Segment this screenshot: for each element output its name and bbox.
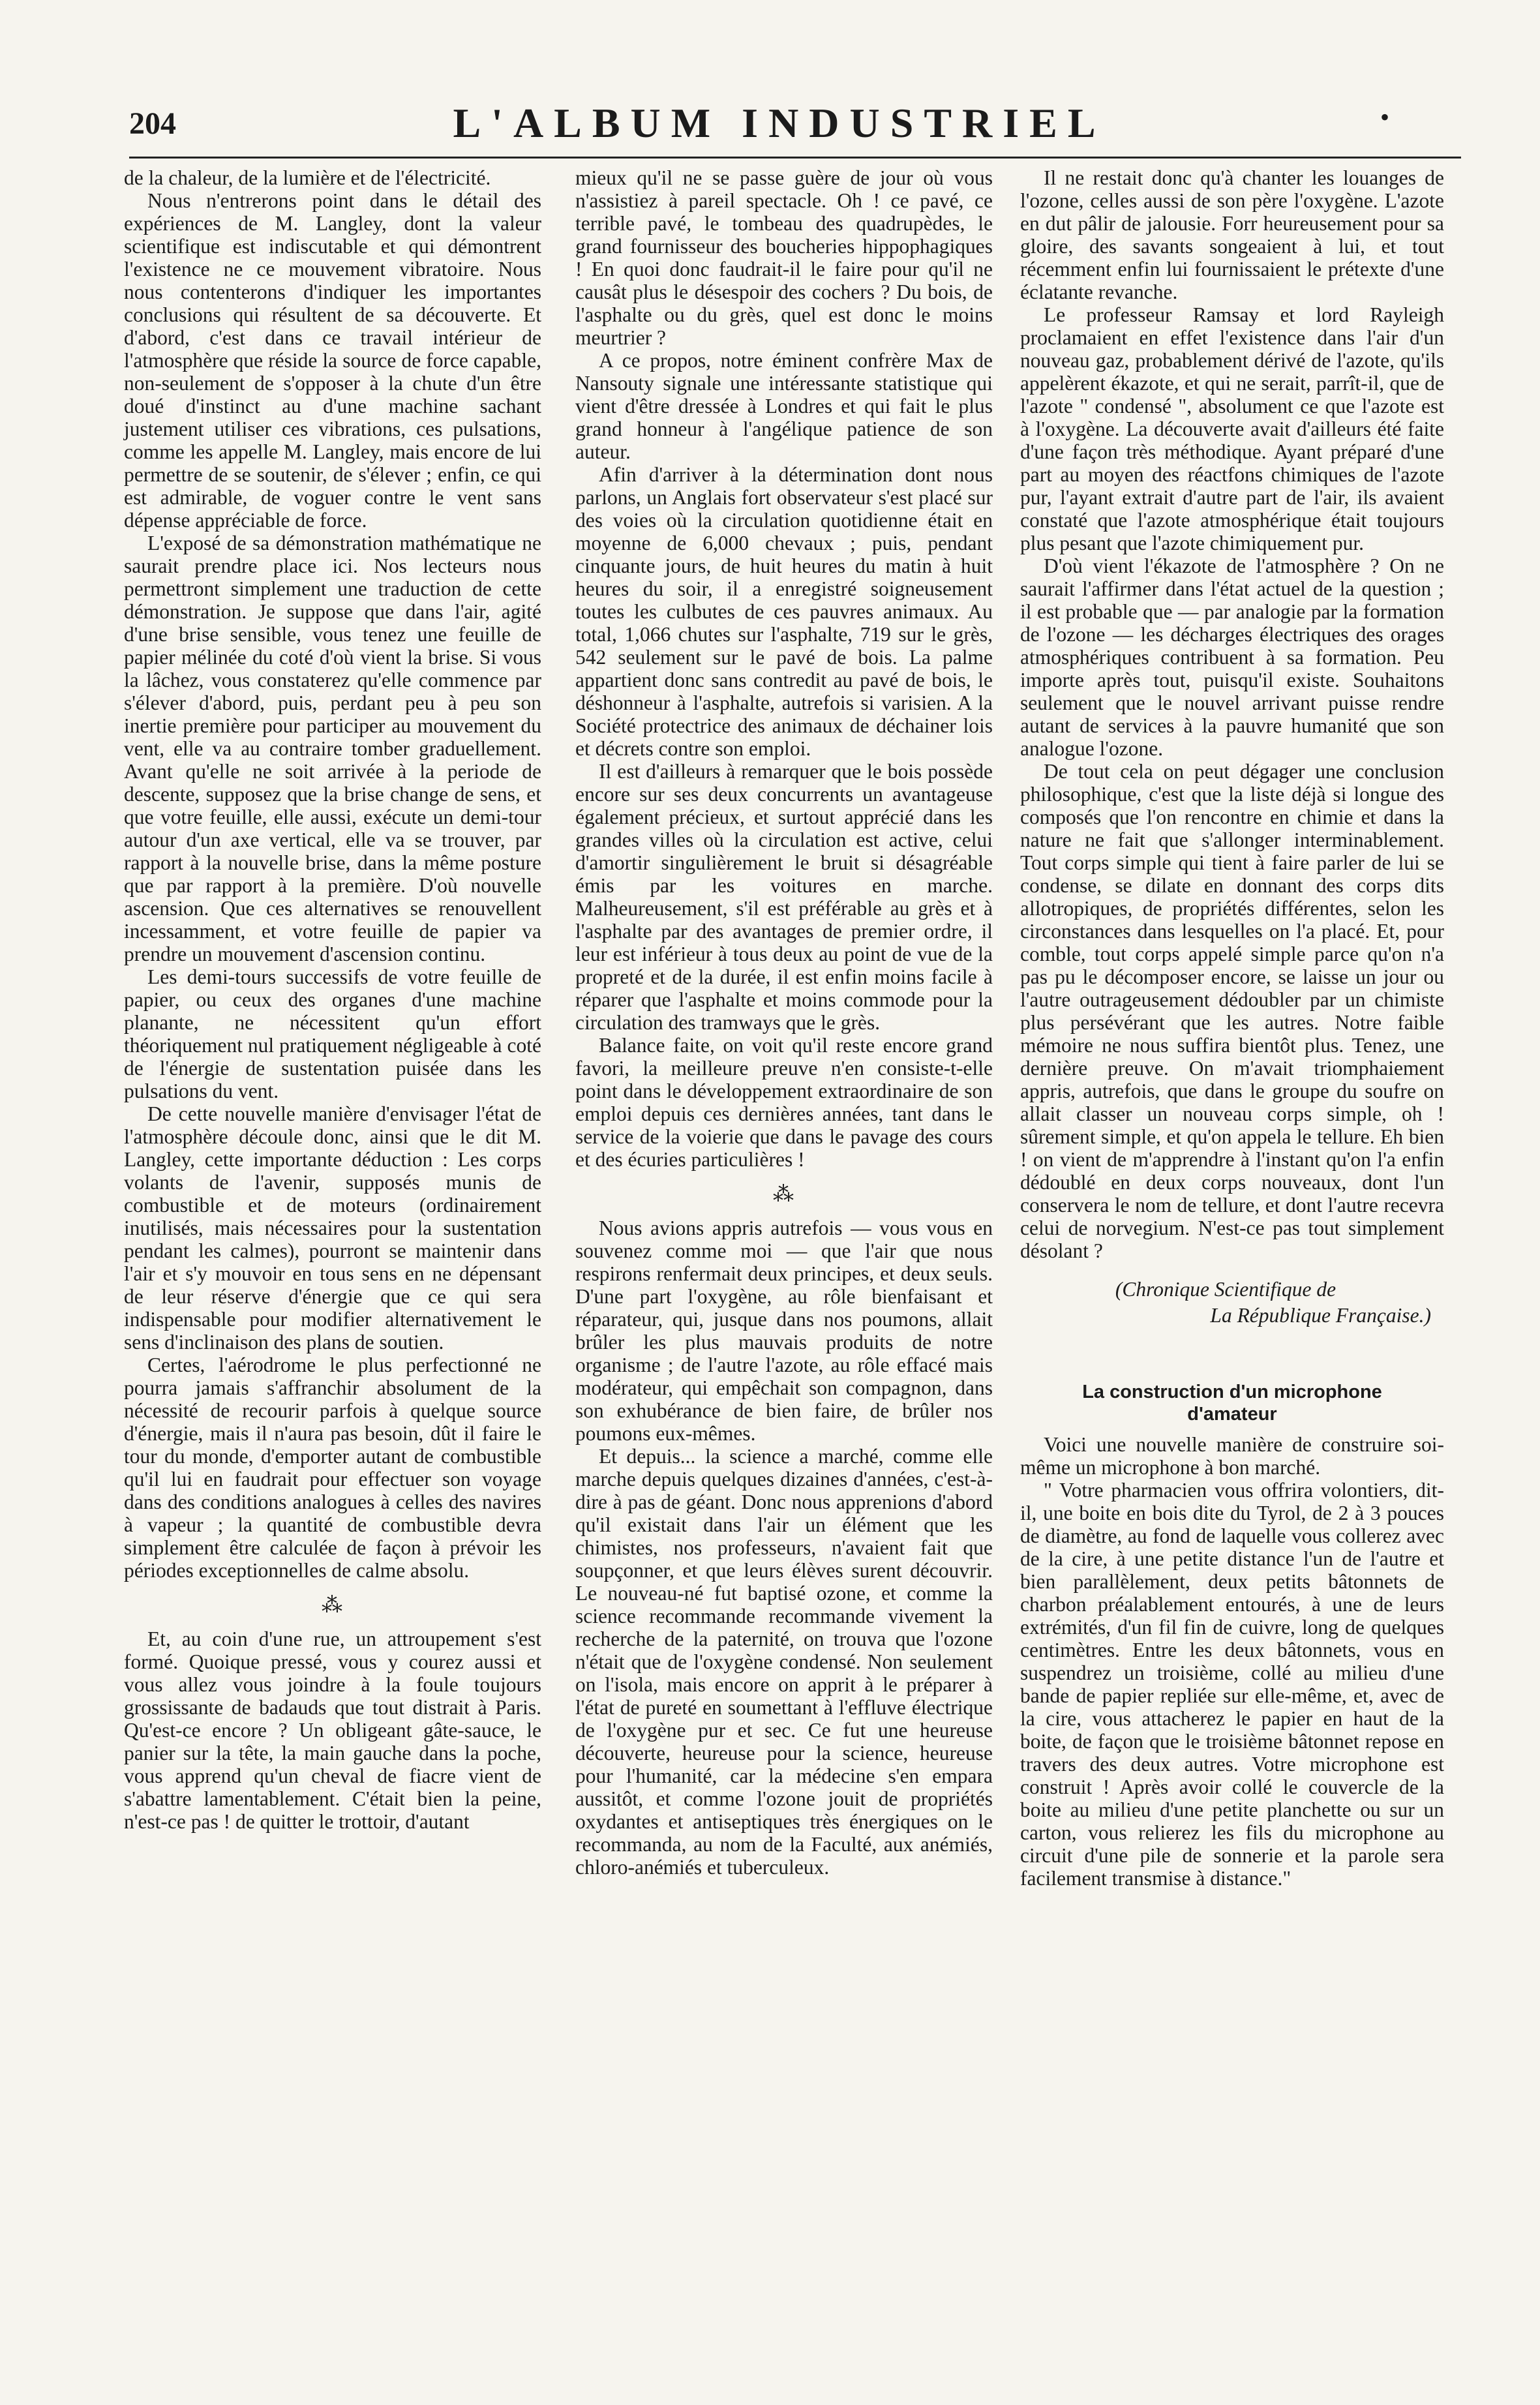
paragraph: Le professeur Ramsay et lord Rayleigh proclamaient en effet l'existence dans l'air d'un nouveau gaz, probablement dérivé de l'azote, qu'ils appelèrent ékazote, et qui ne serait, parrît-il, que de l'azote " condensé ", absolument ce que l'azote est à l'oxygène. La découverte avait d'ailleurs été faite d'une façon très méthodique. Ayant préparé d'une part au moyen des réactfons chimiques de l'azote pur, l'ayant extrait d'autre part de l'air, ils avaient constaté que l'azote atmosphérique était toujours plus pesant que l'azote chimiquement pur. [1020, 303, 1444, 554]
column-2 [575, 166, 993, 1879]
source-attribution [1020, 1277, 1431, 1329]
paragraph: Et depuis... la science a marché, comme elle marche depuis quelques dizaines d'années, c'est-à-dire à pas de géant. Donc nous apprenions d'abord qu'il existait dans l'air un élément que les chimistes, nos professeurs, n'avaient fait que soupçonner, et que leurs élèves surent découvrir. Le nouveau-né fut baptisé ozone, et comme la science recommande recommande vivement la recherche de la paternité, on trouva que l'ozone n'était que de l'oxygène condensé. Non seulement on l'isola, mais encore on apprit à le préparer à l'état de pureté en soumettant à l'effluve électrique de l'oxygène pur et sec. Ce fut une heureuse découverte, heureuse pour la science, heureuse pour l'humanité, car la médecine s'en empara aussitôt, et comme l'ozone jouit de propriétés oxydantes et antiseptiques très énergiques on le recommanda, au nom de la Faculté, aux anémiés, chloro-anémiés et tuberculeux. [575, 1445, 993, 1879]
paragraph: Afin d'arriver à la détermination dont nous parlons, un Anglais fort observateur s'est placé sur des voies où la circulation quotidienne était en moyenne de 6,000 chevaux ; puis, pendant cinquante jours, de huit heures du matin à huit heures du soir, il a enregistré soigneusement toutes les culbutes de ces pauvres animaux. Au total, 1,066 chutes sur l'asphalte, 719 sur le grès, 542 seulement sur le pavé de bois. La palme appartient donc sans contredit au pavé de bois, le déshonneur à l'asphalte, autrefois si varisien. A la Société protectrice des animaux de déchainer lois et décrets contre son emploi. [575, 463, 993, 760]
column-3 [1020, 166, 1444, 1890]
column-1 [124, 166, 541, 1833]
paragraph: De tout cela on peut dégager une conclusion philosophique, c'est que la liste déjà si longue des composés que l'on rencontre en chimie et dans la nature ne fait que s'allonger interminablement. Tout corps simple qui tient à faire parler de lui se condense, se dilate en donnant des corps dits allotropiques, de propriétés différentes, selon les circonstances dans lesquelles on l'a placé. Et, pour comble, tout corps appelé simple parce qu'on n'a pas pu le décomposer encore, se laisse un jour ou l'autre outrageusement dédoubler par un chimiste plus persévérant que les autres. Notre faible mémoire ne nous suffira bientôt plus. Tenez, une dernière preuve. On m'avait triomphaiement appris, autrefois, que dans le groupe du soufre on allait classer un nouveau corps simple, oh ! sûrement simple, et qu'on appela le tellure. Eh bien ! on vient de m'apprendre à l'instant qu'on l'a enfin dédoublé en deux corps nouveaux, dont l'un conservera le nom de tellure, et dont l'autre recevra celui de norvegium. N'est-ce pas tout simplement désolant ? [1020, 760, 1444, 1262]
paragraph: mieux qu'il ne se passe guère de jour où vous n'assistiez à pareil spectacle. Oh ! ce pavé, ce terrible pavé, le tombeau des quadrupèdes, le grand fournisseur des boucheries hippophagiques ! En quoi donc faudrait-il le faire pour qu'il ne causât plus le désespoir des cochers ? Du bois, de l'asphalte ou du grès, quel est donc le moins meurtrier ? [575, 166, 993, 349]
section-separator: ⁂ [773, 1182, 795, 1205]
article-title-line: d'amateur [1187, 1404, 1277, 1425]
paragraph: Nous avions appris autrefois — vous vous en souvenez comme moi — que l'air que nous respirons renfermait deux principes, et deux seuls. D'une part l'oxygène, au rôle bienfaisant et réparateur, qui, jusque dans nos poumons, allait brûler les plus mauvais produits de notre organisme ; de l'autre l'azote, au rôle effacé mais modérateur, qui empêchait son compagnon, dans son exhubérance de bien faire, de brûler nos poumons eux-mêmes. [575, 1217, 993, 1445]
paragraph: D'où vient l'ékazote de l'atmosphère ? On ne saurait l'affirmer dans l'état actuel de la question ; il est probable que — par analogie par la formation de l'ozone — les décharges électriques des orages atmosphériques contribuent à sa formation. Peu importe après tout, puisqu'il existe. Souhaitons seulement que le nouvel arrivant puisse rendre autant de services à la pauvre humanité que son analogue l'ozone. [1020, 554, 1444, 760]
paragraph: A ce propos, notre éminent confrère Max de Nansouty signale une intéressante statistique qui vient d'être dressée à Londres et qui fait le plus grand honneur à l'angélique patience de son auteur. [575, 349, 993, 463]
paragraph: Il ne restait donc qu'à chanter les louanges de l'ozone, celles aussi de son père l'oxygène. L'azote en dut pâlir de jalousie. Forr heureusement pour sa gloire, des savants songeaient à lui, et tout récemment enfin lui fournissaient le prétexte d'une éclatante revanche. [1020, 166, 1444, 303]
header-rule [129, 157, 1461, 159]
article-title [1020, 1381, 1444, 1425]
header-ornament: • [1380, 102, 1389, 132]
section-separator: ⁂ [322, 1593, 344, 1616]
page-header [98, 97, 1461, 162]
paragraph: Les demi-tours successifs de votre feuille de papier, ou ceux des organes d'une machine planante, ne nécessitent qu'un effort théoriquement nul pratiquement négligeable à coté de l'énergie de sustentation puisée dans les pulsations du vent. [124, 965, 541, 1102]
attribution-line: (Chronique Scientifique de [1115, 1278, 1336, 1301]
paragraph: Balance faite, on voit qu'il reste encore grand favori, la meilleure preuve n'en consiste-t-elle point dans le développement extraordinaire de son emploi depuis ces dernières années, tant dans le service de la voierie que dans le pavage des cours et des écuries particulières ! [575, 1034, 993, 1171]
paragraph: Il est d'ailleurs à remarquer que le bois possède encore sur ses deux concurrents un avantageuse également précieux, et surtout apprécié dans les grandes villes où la circulation est active, celui d'amortir singulièrement le bruit si désagréable émis par les voitures en marche. Malheureusement, s'il est préférable au grès et à l'asphalte par des avantages de premier ordre, il leur est inférieur à tous deux au point de vue de la propreté et de la durée, il est enfin moins facile à réparer que l'asphalte et moins commode pour la circulation des tramways que le grès. [575, 760, 993, 1034]
paragraph: Voici une nouvelle manière de construire soi-même un microphone à bon marché. [1020, 1433, 1444, 1479]
page-number: 204 [129, 106, 176, 141]
running-title: L'ALBUM INDUSTRIEL [453, 100, 1106, 146]
paragraph: de la chaleur, de la lumière et de l'électricité. [124, 166, 491, 189]
paragraph: De cette nouvelle manière d'envisager l'état de l'atmosphère découle donc, ainsi que le dit M. Langley, cette importante déduction : Les corps volants de l'avenir, supposés munis de combustible et de moteurs (ordinairement inutilisés, mais nécessaires pour la sustentation pendant les calmes), pourront se maintenir dans l'air et s'y mouvoir en tous sens en ne dépensant de leur réserve d'énergie que ce qui sera indispensable pour modifier alternativement le sens d'inclinaison des plans de soutien. [124, 1102, 541, 1354]
paragraph: Et, au coin d'une rue, un attroupement s'est formé. Quoique pressé, vous y courez aussi et vous allez vous joindre à la foule toujours grossissante de badauds que tout distrait à Paris. Qu'est-ce encore ? Un obligeant gâte-sauce, le panier sur la tête, la main gauche dans la poche, vous apprend qu'un cheval de fiacre vient de s'abattre lamentablement. C'était bien la peine, n'est-ce pas ! de quitter le trottoir, d'autant [124, 1627, 541, 1833]
paragraph: Nous n'entrerons point dans le détail des expériences de M. Langley, dont la valeur scientifique est indiscutable et qui démontrent l'existence ne ce mouvement vibratoire. Nous nous contenterons d'indiquer les importantes conclusions qui résultent de sa découverte. Et d'abord, c'est dans ce travail intérieur de l'atmosphère que réside la source de force capable, non-seulement de s'opposer à la chute d'un être doué d'instinct au d'une machine sachant justement utiliser ces vibrations, ces pulsations, comme les appelle M. Langley, mais encore de lui permettre de se soutenir, de s'élever ; enfin, ce qui est admirable, de voguer contre le vent sans dépense appréciable de force. [124, 189, 541, 532]
article-title-line: La construction d'un microphone [1082, 1382, 1382, 1402]
paragraph: L'exposé de sa démonstration mathématique ne saurait prendre place ici. Nos lecteurs nous permettront simplement une traduction de cette démonstration. Je suppose que dans l'air, agité d'une brise sensible, vous tenez une feuille de papier mélinée du coté d'où vient la brise. Si vous la lâchez, vous constaterez qu'elle commence par s'élever d'abord, puis, perdant peu à peu son inertie première pour participer au mouvement du vent, elle va au contraire tomber graduellement. Avant qu'elle ne soit arrivée à la periode de descente, supposez que la brise change de sens, et que votre feuille, elle aussi, exécute un demi-tour autour d'un axe vertical, elle va se trouver, par rapport à la nouvelle brise, dans la même posture que par rapport à la première. D'où nouvelle ascension. Que ces alternatives se renouvellent incessamment, et votre feuille de papier va prendre un mouvement d'ascension continu. [124, 532, 541, 965]
paragraph: " Votre pharmacien vous offrira volontiers, dit-il, une boite en bois dite du Tyrol, de 2 à 3 pouces de diamètre, au fond de laquelle vous collerez avec de la cire, à une petite distance l'un de l'autre et bien parallèlement, deux petits bâtonnets de charbon préalablement entourés, à une de leurs extrémités, d'un fil fin de cuivre, long de quelques centimètres. Entre les deux bâtonnets, vous en suspendrez un troisième, collé au milieu d'une bande de papier repliée sur elle-même, et, avec de la cire, vous attacherez le papier en haut de la boite, de façon que le troisième bâtonnet repose en travers des deux autres. Votre microphone est construit ! Après avoir collé le couvercle de la boite au milieu d'une petite planchette ou sur un carton, vous relierez les fils du microphone au circuit d'une pile de sonnerie et la parole sera facilement transmise à distance." [1020, 1479, 1444, 1890]
paragraph: Certes, l'aérodrome le plus perfectionné ne pourra jamais s'affranchir absolument de la nécessité de recourir parfois à quelque source d'énergie, mais il n'aura pas besoin, dût il faire le tour du monde, d'emporter autant de combustible qu'il lui en faudrait pour effectuer son voyage dans des conditions analogues à celles des navires à vapeur ; la quantité de combustible devra simplement être calculée de façon à prévoir les périodes exceptionnelles de calme absolu. [124, 1354, 541, 1582]
attribution-line: La République Française.) [1210, 1304, 1431, 1327]
